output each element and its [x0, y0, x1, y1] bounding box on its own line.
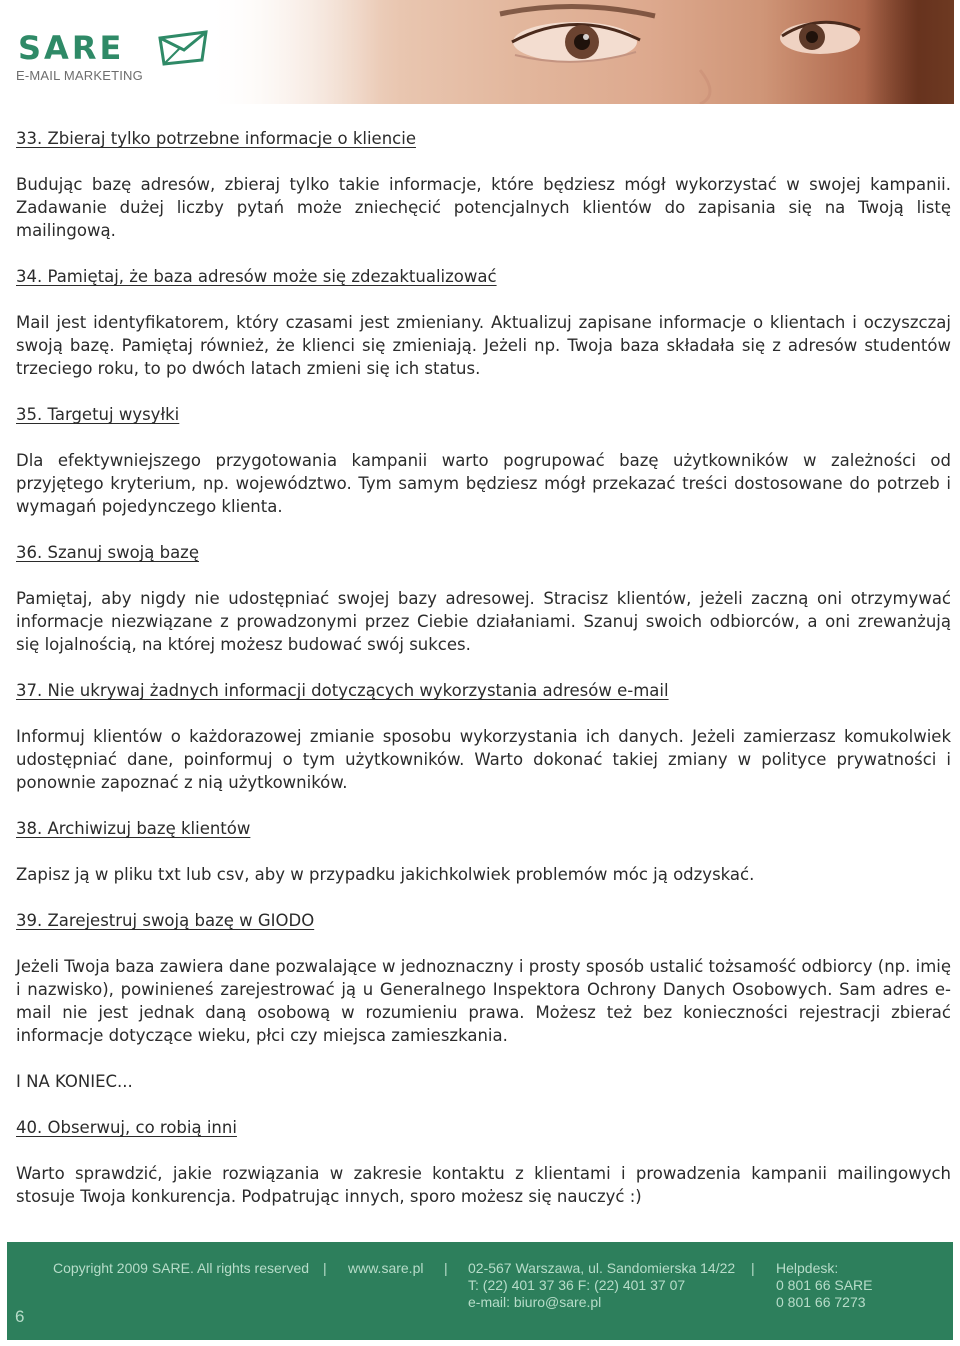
- section-39: [16, 909, 951, 1047]
- helpdesk-number-1: 0 801 66 SARE: [776, 1277, 873, 1293]
- section-paragraph: Dla efektywniejszego przygotowania kampanii warto pogrupować bazę użytkowników w zależności od przyjętego kryterium, np. województwo. Tym samym będziesz mógł przekazać treści dostosowane do potrzeb i wymagań pojedynczego klienta.: [16, 451, 951, 516]
- section-paragraph: Budując bazę adresów, zbieraj tylko takie informacje, które będziesz mógł wykorzystać w swojej kampanii. Zadawanie dużej liczby pytań może zniechęcić potencjalnych klientów do zapisania się na Twoją listę mailingową.: [16, 175, 951, 240]
- section-paragraph: Mail jest identyfikatorem, który czasami jest zmieniany. Aktualizuj zapisane informacje o klientach i oczyszczaj swoją bazę. Pamiętaj również, że klienci się zmieniają. Jeżeli np. Twoja baza składała się z adresów studentów trzeciego roku, to po dwóch latach zmieni się ich status.: [16, 313, 951, 378]
- section-34: [16, 265, 951, 380]
- logo-tagline: E-MAIL MARKETING: [16, 68, 143, 83]
- footer-website-link[interactable]: www.sare.pl: [348, 1260, 424, 1276]
- banner-hair: [864, 0, 954, 104]
- page-number: 6: [15, 1307, 25, 1326]
- section-heading: 36. Szanuj swoją bazę: [16, 543, 199, 562]
- section-heading: 35. Targetuj wysyłki: [16, 405, 180, 424]
- helpdesk-number-2: 0 801 66 7273: [776, 1294, 866, 1310]
- logo-wordmark: SARE: [18, 29, 125, 67]
- section-heading: 38. Archiwizuj bazę klientów: [16, 819, 251, 838]
- footer-copyright: Copyright 2009 SARE. All rights reserved: [53, 1260, 310, 1276]
- footer-phone-fax: T: (22) 401 37 36 F: (22) 401 37 07: [468, 1277, 686, 1293]
- helpdesk-label: Helpdesk:: [776, 1260, 839, 1276]
- section-36: [16, 541, 951, 656]
- section-paragraph: Informuj klientów o każdorazowej zmianie sposobu wykorzystania ich danych. Jeżeli zamierzasz komukolwiek udostępniać dane, poinformuj o tym użytkowników. Warto dokonać takiej zmiany w polityce prywatności i ponownie zapoznać z nią użytkowników.: [16, 727, 951, 792]
- envelope-icon: [158, 30, 210, 66]
- document-body: [16, 127, 951, 1231]
- footer-helpdesk: [776, 1260, 873, 1311]
- section-heading: 34. Pamiętaj, że baza adresów może się zdezaktualizować: [16, 267, 497, 286]
- footer-email-link[interactable]: e-mail: biuro@sare.pl: [468, 1294, 602, 1310]
- closing-text: I NA KONIEC...: [16, 1072, 133, 1091]
- section-37: [16, 679, 951, 794]
- footer-separator: |: [444, 1260, 448, 1276]
- section-heading: 40. Obserwuj, co robią inni: [16, 1118, 237, 1137]
- section-35: [16, 403, 951, 518]
- footer-address: 02-567 Warszawa, ul. Sandomierska 14/22: [468, 1260, 736, 1276]
- page-footer: [7, 1242, 953, 1340]
- section-40: [16, 1116, 951, 1208]
- sare-logo[interactable]: [16, 30, 216, 86]
- footer-separator: |: [323, 1260, 327, 1276]
- section-heading: 39. Zarejestruj swoją bazę w GIODO: [16, 911, 315, 930]
- section-paragraph: Jeżeli Twoja baza zawiera dane pozwalające w jednoznaczny i prosty sposób ustalić tożsamość odbiorcy (np. imię i nazwisko), powinieneś zarejestrować ją u Generalnego Inspektora Ochrony Danych Osobowych. Sam adres e-mail nie jest jednak daną osobową w rozumieniu prawa. Możesz też bez konieczności rejestracji zbierać informacje dotyczące wieku, płci czy miejsca zamieszkania.: [16, 957, 952, 1045]
- section-38: [16, 817, 951, 886]
- header-banner: [0, 0, 954, 104]
- section-paragraph: Pamiętaj, aby nigdy nie udostępniać swojej bazy adresowej. Stracisz klientów, jeżeli zaczną oni otrzymywać informacje niezwiązane z prowadzonymi przez Ciebie działaniami. Szanuj swoich odbiorców, a oni zrewanżują się lojalnością, na której możesz budować swój sukces.: [16, 589, 951, 654]
- section-heading: 37. Nie ukrywaj żadnych informacji dotyczących wykorzystania adresów e-mail: [16, 681, 669, 700]
- section-paragraph: Zapisz ją w pliku txt lub csv, aby w przypadku jakichkolwiek problemów móc ją odzyskać.: [16, 865, 755, 884]
- section-paragraph: Warto sprawdzić, jakie rozwiązania w zakresie kontaktu z klientami i prowadzenia kampanii mailingowych stosuje Twoja konkurencja. Podpatrując innych, sporo możesz się nauczyć :): [16, 1164, 951, 1206]
- footer-contact: [468, 1260, 735, 1311]
- section-33: [16, 127, 951, 242]
- footer-separator: |: [751, 1260, 755, 1276]
- section-heading: 33. Zbieraj tylko potrzebne informacje o kliencie: [16, 129, 416, 148]
